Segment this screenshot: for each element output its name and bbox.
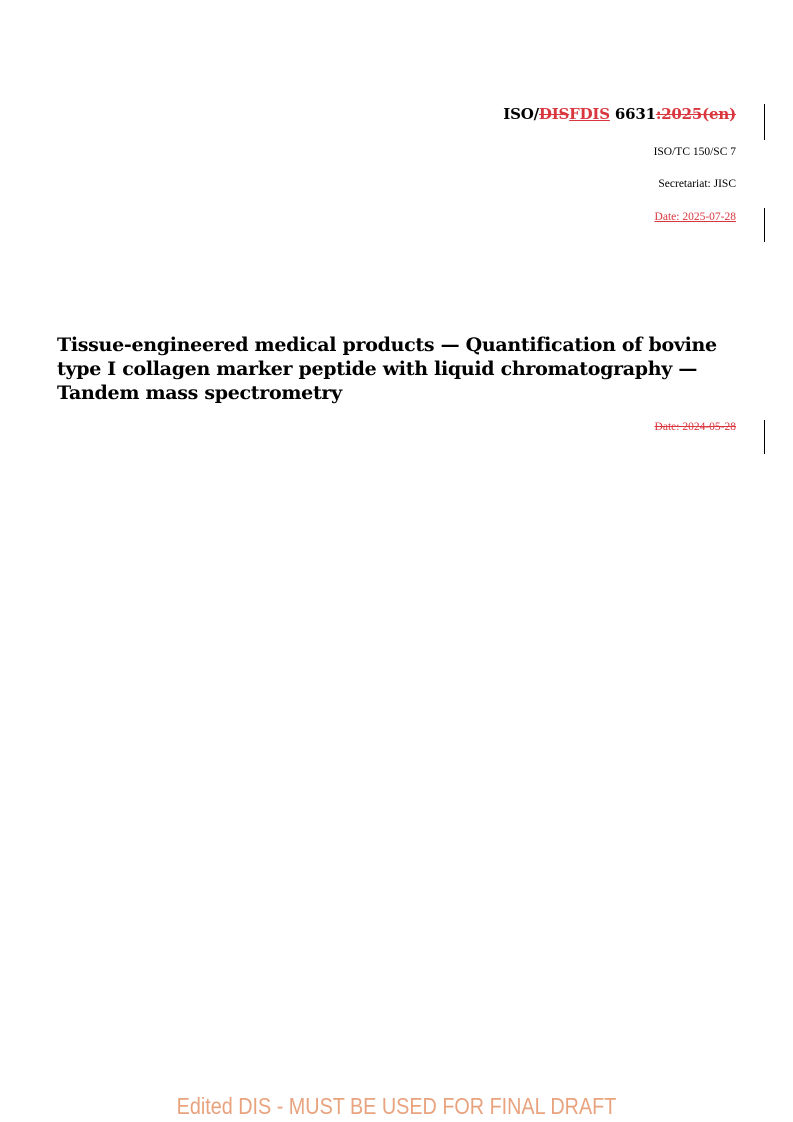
secretariat: Secretariat: JISC	[658, 178, 736, 190]
change-bar	[764, 420, 765, 454]
doc-prefix: ISO/	[503, 105, 539, 123]
inserted-stage: FDIS	[569, 105, 610, 123]
document-identifier	[503, 105, 736, 123]
change-bar	[764, 208, 765, 242]
doc-number: 6631	[609, 105, 656, 123]
deleted-date: Date: 2024-05-28	[654, 421, 736, 433]
draft-watermark: Edited DIS - MUST BE USED FOR FINAL DRAFT	[176, 1093, 617, 1119]
deleted-year: :2025(en)	[655, 105, 736, 123]
change-bar	[764, 104, 765, 140]
committee-reference: ISO/TC 150/SC 7	[653, 146, 736, 158]
inserted-date: Date: 2025-07-28	[654, 211, 736, 223]
deleted-stage: DIS	[538, 105, 570, 123]
document-title: Tissue-engineered medical products — Quantification of bovine type I collagen marker peptide with liquid chromatography — Tandem mass spectrometry	[57, 334, 717, 404]
